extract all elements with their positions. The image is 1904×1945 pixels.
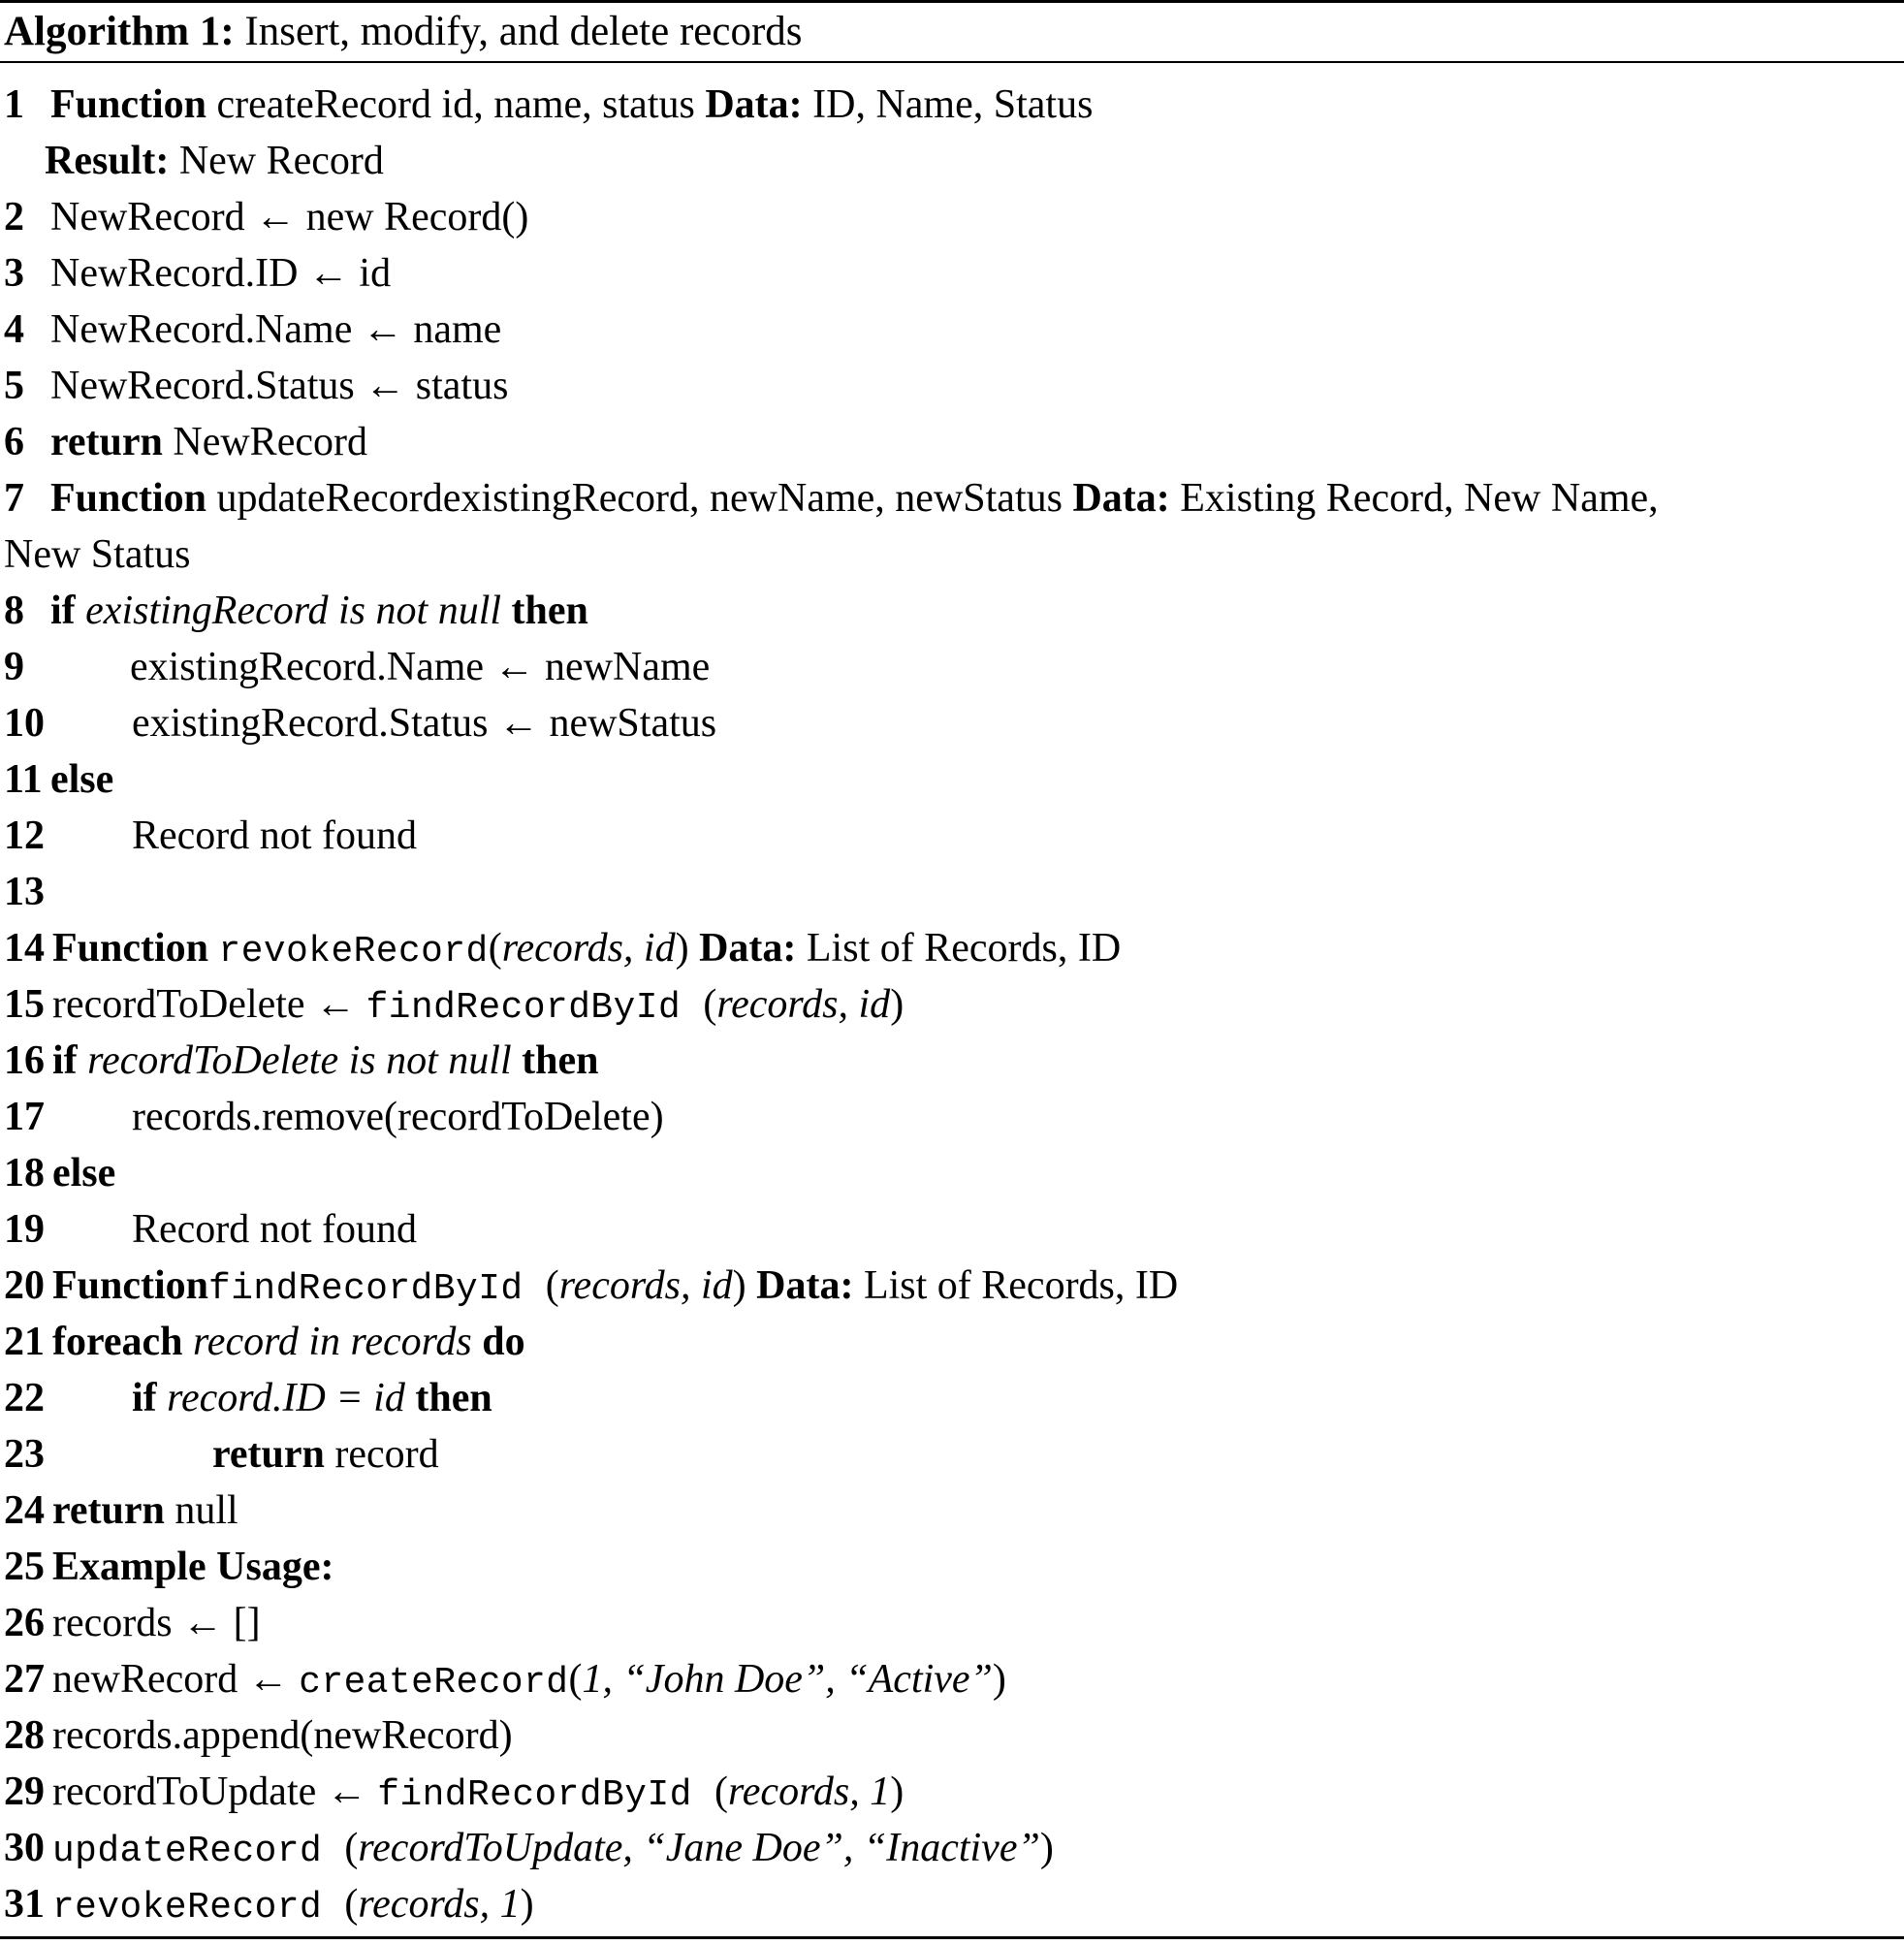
line-number: 30 xyxy=(4,1826,45,1870)
algorithm-line xyxy=(4,133,1898,189)
line-number: 26 xyxy=(4,1601,45,1645)
code-segment: New Record xyxy=(178,139,384,183)
code-segment: updateRecord xyxy=(52,1832,345,1872)
algorithm-line xyxy=(4,1145,1898,1201)
algorithm-line xyxy=(4,808,1898,864)
algorithm-line xyxy=(4,1876,1898,1932)
algorithm-line xyxy=(4,1764,1898,1820)
code-segment: Function xyxy=(50,82,217,127)
line-number: 16 xyxy=(4,1038,45,1083)
code-segment: createRecord id, name, status xyxy=(216,82,706,127)
code-segment: ( xyxy=(568,1657,583,1702)
line-number: 7 xyxy=(4,476,24,521)
code-segment: ( xyxy=(703,982,717,1027)
line-number: 4 xyxy=(4,307,24,352)
algorithm-line xyxy=(4,695,1898,751)
code-segment: records, id xyxy=(558,1263,733,1308)
code-segment: return xyxy=(52,1488,175,1533)
code-segment: then xyxy=(522,1038,599,1083)
algorithm-line xyxy=(4,751,1898,808)
algorithm-line xyxy=(4,583,1898,639)
line-number: 6 xyxy=(4,420,24,464)
indent-spacer xyxy=(4,173,45,174)
algorithm-line xyxy=(4,77,1898,133)
algorithm-line xyxy=(4,1707,1898,1764)
line-number: 18 xyxy=(4,1151,45,1196)
algorithm-title xyxy=(0,3,1904,63)
line-number: 2 xyxy=(4,195,24,239)
line-number: 23 xyxy=(4,1432,45,1477)
line-number: 29 xyxy=(4,1770,45,1814)
algorithm-line xyxy=(4,920,1898,976)
code-segment: NewRecord ← new Record() xyxy=(50,195,529,239)
code-segment: ) xyxy=(732,1263,757,1308)
code-segment: ) xyxy=(890,1770,904,1814)
line-number: 22 xyxy=(4,1376,45,1420)
code-segment: List of Records, ID xyxy=(806,926,1122,971)
code-segment: List of Records, ID xyxy=(863,1263,1179,1308)
line-number: 20 xyxy=(4,1263,45,1308)
algorithm-line xyxy=(4,189,1898,245)
code-segment: return xyxy=(50,420,174,464)
code-segment: if xyxy=(50,589,86,633)
code-segment: Record not found xyxy=(132,1207,417,1252)
indent-spacer xyxy=(50,679,130,680)
code-segment: Data: xyxy=(699,926,807,971)
line-number: 8 xyxy=(4,589,24,633)
code-segment: Function xyxy=(52,1263,209,1308)
code-segment: existingRecord.Name ← newName xyxy=(130,645,711,689)
code-segment: if xyxy=(132,1376,168,1420)
line-number: 15 xyxy=(4,982,45,1027)
line-number: 11 xyxy=(4,757,43,802)
code-segment: record.ID = id xyxy=(167,1376,416,1420)
code-segment: null xyxy=(175,1488,238,1533)
code-segment: else xyxy=(50,757,114,802)
code-segment: findRecordById xyxy=(208,1269,546,1310)
code-segment: return xyxy=(212,1432,335,1477)
line-number: 3 xyxy=(4,251,24,296)
code-segment: records.append(newRecord) xyxy=(52,1713,513,1758)
algorithm-line xyxy=(4,1539,1898,1595)
indent-spacer xyxy=(52,1466,212,1467)
code-segment: ) xyxy=(520,1882,534,1927)
code-segment: record xyxy=(334,1432,439,1477)
line-number: 19 xyxy=(4,1207,45,1252)
code-segment: newRecord ← xyxy=(52,1657,300,1702)
code-segment: Result: xyxy=(45,139,179,183)
code-segment: Data: xyxy=(705,82,813,127)
code-segment: records, id xyxy=(501,926,676,971)
code-segment: then xyxy=(415,1376,492,1420)
line-number: 14 xyxy=(4,926,45,971)
algorithm-line xyxy=(4,976,1898,1033)
code-segment: NewRecord.Status ← status xyxy=(50,364,509,408)
code-segment: record in records xyxy=(193,1320,483,1364)
line-number: 27 xyxy=(4,1657,45,1702)
code-segment: existingRecord is not null xyxy=(85,589,512,633)
algorithm-line xyxy=(4,1258,1898,1314)
algorithm-line xyxy=(4,470,1898,526)
indent-spacer xyxy=(52,735,132,736)
algorithm-body xyxy=(0,63,1904,1932)
algorithm-line xyxy=(4,1370,1898,1426)
code-segment: Record not found xyxy=(132,813,417,858)
code-segment: ( xyxy=(488,926,502,971)
code-segment: recordToDelete is not null xyxy=(87,1038,523,1083)
algorithm-line xyxy=(4,1314,1898,1370)
code-segment: 1, “John Doe”, “Active” xyxy=(582,1657,993,1702)
indent-spacer xyxy=(52,847,132,848)
code-segment: NewRecord xyxy=(173,420,367,464)
code-segment: foreach xyxy=(52,1320,194,1364)
algorithm-line xyxy=(4,526,1898,583)
algorithm-line xyxy=(4,1651,1898,1707)
algorithm-line xyxy=(4,1595,1898,1651)
code-segment: recordToUpdate ← xyxy=(52,1770,378,1814)
code-segment: do xyxy=(482,1320,525,1364)
code-segment: New Status xyxy=(4,532,191,577)
code-segment: records, 1 xyxy=(728,1770,891,1814)
code-segment: ) xyxy=(890,982,904,1027)
line-number: 1 xyxy=(4,82,24,127)
line-number: 21 xyxy=(4,1320,45,1364)
code-segment: NewRecord.ID ← id xyxy=(50,251,392,296)
code-segment: ) xyxy=(992,1657,1006,1702)
code-segment: then xyxy=(511,589,588,633)
code-segment: Existing Record, New Name, xyxy=(1180,476,1659,521)
line-number: 10 xyxy=(4,701,45,746)
algorithm-line xyxy=(4,1820,1898,1876)
code-segment: ( xyxy=(545,1263,559,1308)
indent-spacer xyxy=(52,1241,132,1242)
line-number: 13 xyxy=(4,870,45,914)
algorithm-line xyxy=(4,1483,1898,1539)
code-segment: records.remove(recordToDelete) xyxy=(132,1095,664,1139)
code-segment: Example Usage: xyxy=(52,1545,334,1589)
algorithm-line xyxy=(4,302,1898,358)
code-segment: records ← [] xyxy=(52,1601,261,1645)
algorithm-line xyxy=(4,245,1898,302)
algorithm-line xyxy=(4,1201,1898,1258)
algorithm-line xyxy=(4,639,1898,695)
algorithm-caption-text: Insert, modify, and delete records xyxy=(234,9,803,54)
code-segment: ( xyxy=(714,1770,728,1814)
line-number: 24 xyxy=(4,1488,45,1533)
line-number: 12 xyxy=(4,813,45,858)
code-segment: NewRecord.Name ← name xyxy=(50,307,502,352)
line-number: 31 xyxy=(4,1882,45,1927)
code-segment: records, 1 xyxy=(358,1882,521,1927)
code-segment: else xyxy=(52,1151,116,1196)
line-number: 28 xyxy=(4,1713,45,1758)
code-segment: ( xyxy=(344,1826,359,1870)
algorithm-caption-label: Algorithm 1: xyxy=(4,9,235,54)
code-segment: Data: xyxy=(1072,476,1181,521)
line-number: 17 xyxy=(4,1095,45,1139)
algorithm-line xyxy=(4,358,1898,414)
code-segment: updateRecordexistingRecord, newName, newStatus xyxy=(216,476,1073,521)
indent-spacer xyxy=(52,1410,132,1411)
algorithm-line xyxy=(4,414,1898,470)
indent-spacer xyxy=(52,1129,132,1130)
code-segment: revokeRecord xyxy=(218,932,489,972)
code-segment: Data: xyxy=(756,1263,864,1308)
code-segment: Function xyxy=(52,926,219,971)
line-number: 25 xyxy=(4,1545,45,1589)
algorithm-line xyxy=(4,864,1898,920)
code-segment: revokeRecord xyxy=(52,1888,345,1929)
code-segment: records, id xyxy=(716,982,891,1027)
code-segment: recordToDelete ← xyxy=(52,982,366,1027)
code-segment: ) xyxy=(675,926,700,971)
algorithm-line xyxy=(4,1089,1898,1145)
code-segment: if xyxy=(52,1038,88,1083)
line-number: 9 xyxy=(4,645,24,689)
code-segment: findRecordById xyxy=(377,1775,714,1816)
code-segment: ) xyxy=(1039,1826,1054,1870)
code-segment: ID, Name, Status xyxy=(812,82,1094,127)
code-segment: createRecord xyxy=(299,1663,569,1704)
algorithm-line xyxy=(4,1426,1898,1483)
bottom-rule xyxy=(0,1936,1904,1939)
code-segment: ( xyxy=(344,1882,359,1927)
algorithm-line xyxy=(4,1033,1898,1089)
code-segment: Function xyxy=(50,476,217,521)
code-segment: recordToUpdate, “Jane Doe”, “Inactive” xyxy=(358,1826,1040,1870)
line-number: 5 xyxy=(4,364,24,408)
code-segment: existingRecord.Status ← newStatus xyxy=(132,701,717,746)
code-segment: findRecordById xyxy=(365,988,704,1029)
